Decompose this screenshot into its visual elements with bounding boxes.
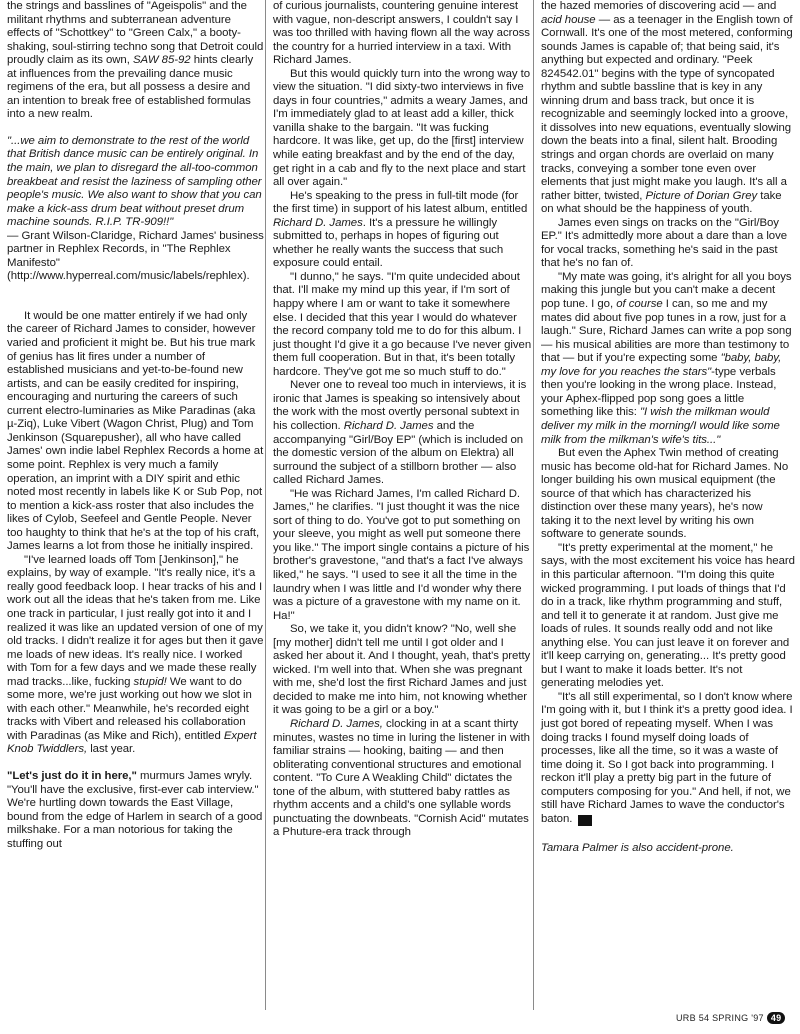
paragraph: So, we take it, you didn't know? "No, well she [my mother] didn't tell me until I got older and I asked her about it. And I thought, yeah, that's pretty wicked. I'm well into that. When she was pregnant with me, she'd lost the first Richard James and just decided to make me into him, not knowing whether it was going to be a girl or a boy." bbox=[273, 623, 531, 717]
article-column-1 bbox=[7, 0, 265, 851]
page-footer bbox=[676, 1012, 785, 1024]
paragraph: "It's all still experimental, so I don't know where I'm going with it, but I think it's a pretty good idea. I just got bored of repeating myself. When I was doing tracks I found myself doing loads of processes, like all the time, so it was a waste of time doing it. So I got back into programming. I reckon it'll play a pretty big part in the future of computers composing for you." And hell, if not, we still have Richard James to wave the conductor's baton. U bbox=[541, 690, 793, 825]
paragraph: James even sings on tracks on the "Girl/Boy EP." It's admittedly more about a dare than a love for vocal tracks, something he's said in the past that he's no fan of. bbox=[541, 216, 788, 270]
paragraph: the hazed memories of discovering acid — and acid house — as a teenager in the English town of Cornwall. It's one of the most metered, conforming sounds James is capable of; that being said, it's anything but expected and ordinary. "Peek 824542.01" begins with the type of syncopated rhythm and subtle bassline that is key in any winning drum and bass track, but once it is recognizable and seemingly locked into a groove, it dissolves into new equations, eventually slowing down the beats into a final, silent halt. Brooding strings and organ chords are overlaid on many tracks, conveying a somber tone even over elements that just might make you laugh. It's all a rather bitter, twisted, Picture of Dorian Grey take on what should be the happiness of youth. bbox=[541, 0, 793, 216]
paragraph: "He was Richard James, I'm called Richard D. James," he clarifies. "I just thought it was the nice sort of thing to do. You've got to put something on your sleeve, you might as well put someone there you like." The import single contains a picture of his brother's gravestone, "and that's a fact I've always liked," he says. "I used to see it all the time in the laundry when I was little and I'd wonder why there was a picture of a gravestone with my name on it. Ha!" bbox=[273, 487, 530, 622]
manifesto-quote: "...we aim to demonstrate to the rest of the world that British dance music can be entirely original. In the main, we plan to disregard the all-too-common breakbeat and resist the laziness of sampling other people's music. We also want to show that you can make a kick-ass drum beat without preset drum machine sounds. R.I.P. TR-909!!" bbox=[7, 134, 262, 229]
end-of-article-mark: U bbox=[578, 815, 592, 826]
column-divider bbox=[533, 0, 534, 1010]
paragraph: It would be one matter entirely if we had only the career of Richard James to consider, however varied and proficient it might be. But his true mark of genius has lit fires under a number of established musicians and yet-to-be-found new artists, and can be easily credited for inspiring, encouraging and nurturing the careers of such current electro-luminaries as Mike Paradinas (aka µ-Ziq), Luke Vibert (Wagon Christ, Plug) and Tom Jenkinson (Squarepusher), all who have called James' own indie label Rephlex Records a home at some point. Rephlex is very much a family operation, an imprint with a DIY spirit and ethic noted most recently in labels like K or Sub Pop, not to mention a kick-ass roster that also includes the likes of Cylob, Seefeel and Gentle People. Never too haughty to think that he's at the top of his craft, James learns a lot from those he initially inspired. bbox=[7, 309, 264, 553]
paragraph: of curious journalists, countering genuine interest with vague, non-descript answers, I couldn't say I was too thrilled with having flown all the way across the country for a hurried interview in a taxi. With Richard James. bbox=[273, 0, 530, 67]
paragraph: Richard D. James, clocking in at a scant thirty minutes, wastes no time in luring the listener in with familiar strains — hooking, baiting — and then obliterating conventional structures and emotional content. "To Cure A Weakling Child" dictates the tone of the album, with stuttered baby rattles as rhythm accents and a child's one syllable words punctuating the downbeats. "Cornish Acid" mutates a Phuture-era track through bbox=[273, 717, 530, 839]
quote-attribution: — Grant Wilson-Claridge, Richard James' business partner in Rephlex Records, in "The Rephlex Manifesto" (http://www.hyperreal.com/music/labels/rephlex). bbox=[7, 229, 264, 283]
article-column-3 bbox=[541, 0, 795, 856]
paragraph: "My mate was going, it's alright for all you boys making this jungle but you can't make a decent pop tune. I go, of course I can, so me and my mates did about five pop tunes in a row, just for a laugh." Sure, Richard James can write a pop song — his musical abilities are more than testimony to that — but if you're expecting some "baby, baby, my love for you reaches the stars"-type verbals then you're looking in the wrong place. Instead, your Aphex-flipped pop song goes a little something like this: "I wish the milkman would deliver my milk in the morning/I would like some milk from the milkman's wife's tits..." bbox=[541, 270, 792, 446]
paragraph: "Let's just do it in here," murmurs James wryly. "You'll have the exclusive, first-ever cab interview." We're hurtling down towards the East Village, bound from the edge of Harlem in search of a good milkshake. For a man notorious for taking the stuffing out bbox=[7, 769, 263, 850]
column-divider bbox=[265, 0, 266, 1010]
paragraph: But even the Aphex Twin method of creating music has become old-hat for Richard James. No longer building his own musical equipment (the source of that which has characterized his distinction over these many years), he's now taking it to the next level by writing his own software to generate sounds. bbox=[541, 447, 789, 541]
author-credit: Tamara Palmer is also accident-prone. bbox=[541, 842, 734, 855]
paragraph: "I've learned loads off Tom [Jenkinson]," he explains, by way of example. "It's really nice, it's a really good feedback loop. I hear tracks of his and I work out all the ideas that he's taken from me. Like one track in particular, I just really got into it and I realized it was like an updated version of one of my old tracks. I didn't realize it for ages but then it gave me loads of new ideas. It's really nice. I worked with Tom for a few days and we made these really mad tracks...like, fucking stupid! We want to do some more, we're just working out how we slot in with each other." Meanwhile, he's recorded eight tracks with Vibert and released his collaboration with Paradinas (as Mike and Rich), entitled Expert Knob Twiddlers, last year. bbox=[7, 553, 264, 756]
article-column-2 bbox=[273, 0, 533, 840]
paragraph: "It's pretty experimental at the moment," he says, with the most excitement his voice has heard in this particular afternoon. "I'm doing this quite wicked programming. I put loads of things that I'd do in a track, like rhythm programming and stuff, and tell it to generate it at random. Just give me loads of rules. It sounds really odd and not like anything else. You can just leave it on forever and it'll keep carrying on, generating... It's pretty good but I want to make it loads better. It's not generating melodies yet. bbox=[541, 541, 795, 690]
paragraph: "I dunno," he says. "I'm quite undecided about that. I'll make my mind up this year, if I'm sort of happy where I am or want to take it somewhere else. I decided that this year I would do whatever the record company told me to do for this album. I just thought I'd give it a go because I've never given them full cooperation. But in that, it's been totally hardcore. They've got me so much stuff to do." bbox=[273, 270, 532, 378]
paragraph: But this would quickly turn into the wrong way to view the situation. "I did sixty-two interviews in five days in four countries," admits a weary James, and I'm immediately glad to at least add a killer, thick vanilla shake to the bargain. "It was fucking hardcore. It was like, get up, do the [first] interview while eating breakfast and by the end of the day, get right in a cab and fly to the next place and start all over again." bbox=[273, 67, 531, 189]
paragraph: the strings and basslines of "Ageispolis" and the militant rhythms and subterranean adventure effects of "Schottkey" to "Green Calx," a booty-shaking, soul-stirring techno song that Detroit could proudly claim as its own, SAW 85-92 hints clearly at influences from the prevailing dance music regimens of the era, but all possess a desire and an intention to break free of established formulas into a new realm. bbox=[7, 0, 264, 121]
folio-text: URB 54 SPRING '97 bbox=[676, 1013, 764, 1023]
paragraph: He's speaking to the press in full-tilt mode (for the first time) in support of his latest album, entitled Richard D. James. It's a pressure he willingly submitted to, perhaps in hopes of figuring out whether he really wants the success that such exposure could entail. bbox=[273, 189, 528, 270]
paragraph: Never one to reveal too much in interviews, it is ironic that James is speaking so intensively about the work with the most overtly personal subtext in his collection. Richard D. James and the accompanying "Girl/Boy EP" (which is included on the domestic version of the album on Elektra) all surround the subject of a stillborn brother — also called Richard James. bbox=[273, 379, 527, 487]
page-number: 49 bbox=[767, 1012, 786, 1024]
